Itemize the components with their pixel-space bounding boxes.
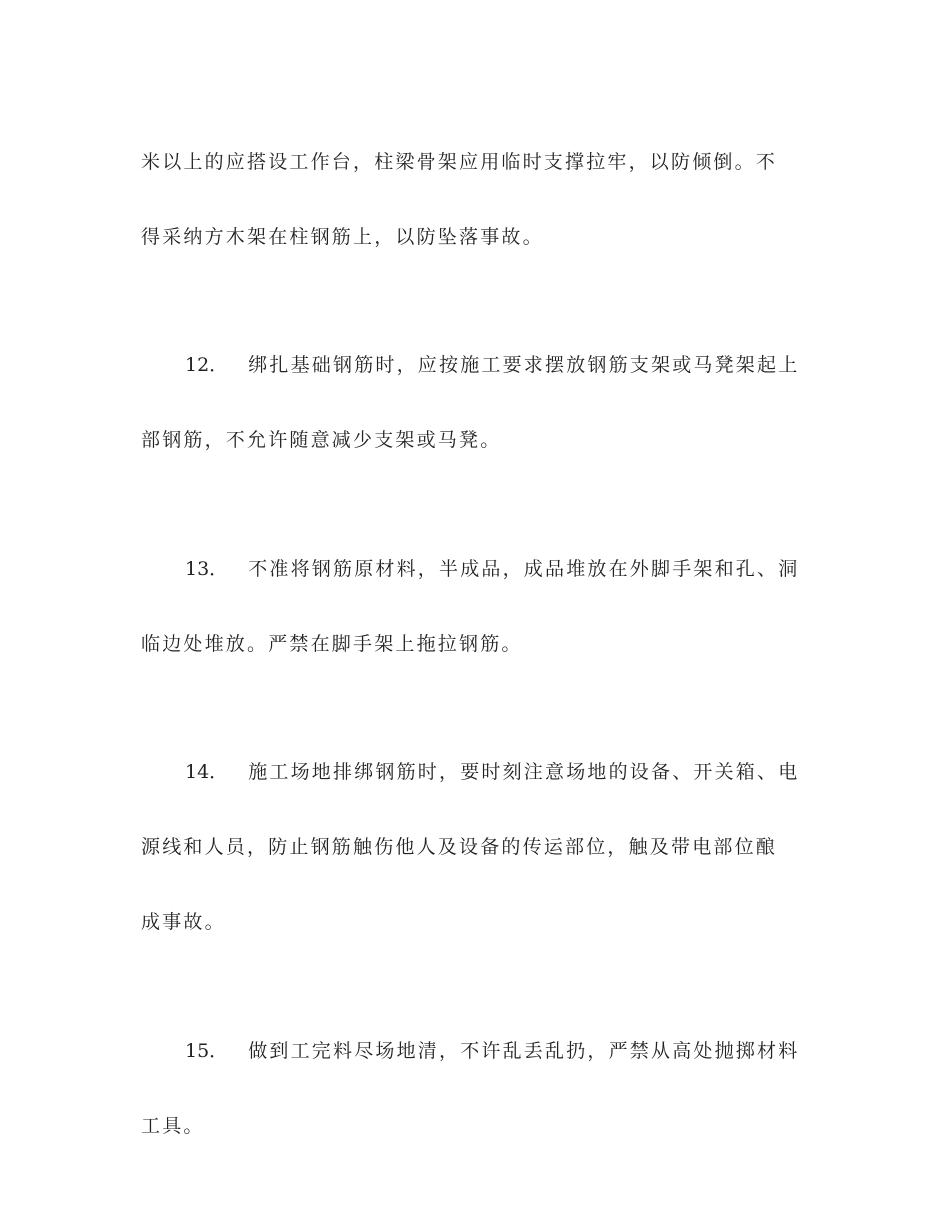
intro-line-2: 得采纳方木架在柱钢筋上，以防坠落事故。 — [141, 225, 544, 248]
item-12-number: 12． — [185, 354, 229, 376]
item-13-first-line — [141, 551, 805, 589]
item-12-line-2: 部钢筋，不允许随意减少支架或马凳。 — [141, 429, 502, 451]
item-15-line-2: 工具。 — [141, 1114, 205, 1137]
item-15-first-line — [141, 1033, 805, 1071]
intro-paragraph — [141, 106, 805, 294]
item-12-first-line — [141, 347, 805, 385]
item-14-line-2: 源线和人员，防止钢筋触伤他人及设备的传运部位，触及带电部位酿 — [141, 836, 778, 858]
item-14-first-line — [141, 754, 805, 792]
item-13-paragraph — [141, 513, 805, 701]
item-14-line-1: 施工场地排绑钢筋时，要时刻注意场地的设备、开关箱、电 — [248, 761, 800, 783]
item-12-line-1: 绑扎基础钢筋时，应按施工要求摆放钢筋支架或马凳架起上 — [248, 354, 800, 376]
item-13-line-2: 临边处堆放。严禁在脚手架上拖拉钢筋。 — [141, 632, 523, 655]
item-14-paragraph — [141, 717, 805, 980]
intro-line-1: 米以上的应搭设工作台，柱梁骨架应用临时支撑拉牢，以防倾倒。不 — [141, 150, 778, 173]
item-14-number: 14． — [185, 761, 229, 783]
item-13-line-1: 不准将钢筋原材料，半成品，成品堆放在外脚手架和孔、洞 — [248, 557, 800, 580]
item-15-line-1: 做到工完料尽场地清，不许乱丢乱扔，严禁从高处抛掷材料 — [248, 1039, 800, 1062]
item-15-paragraph — [141, 995, 805, 1183]
document-body — [141, 106, 805, 1183]
item-14-line-3: 成事故。 — [141, 911, 226, 933]
item-13-number: 13． — [185, 557, 229, 580]
item-15-number: 15． — [185, 1039, 229, 1062]
item-12-paragraph — [141, 310, 805, 498]
